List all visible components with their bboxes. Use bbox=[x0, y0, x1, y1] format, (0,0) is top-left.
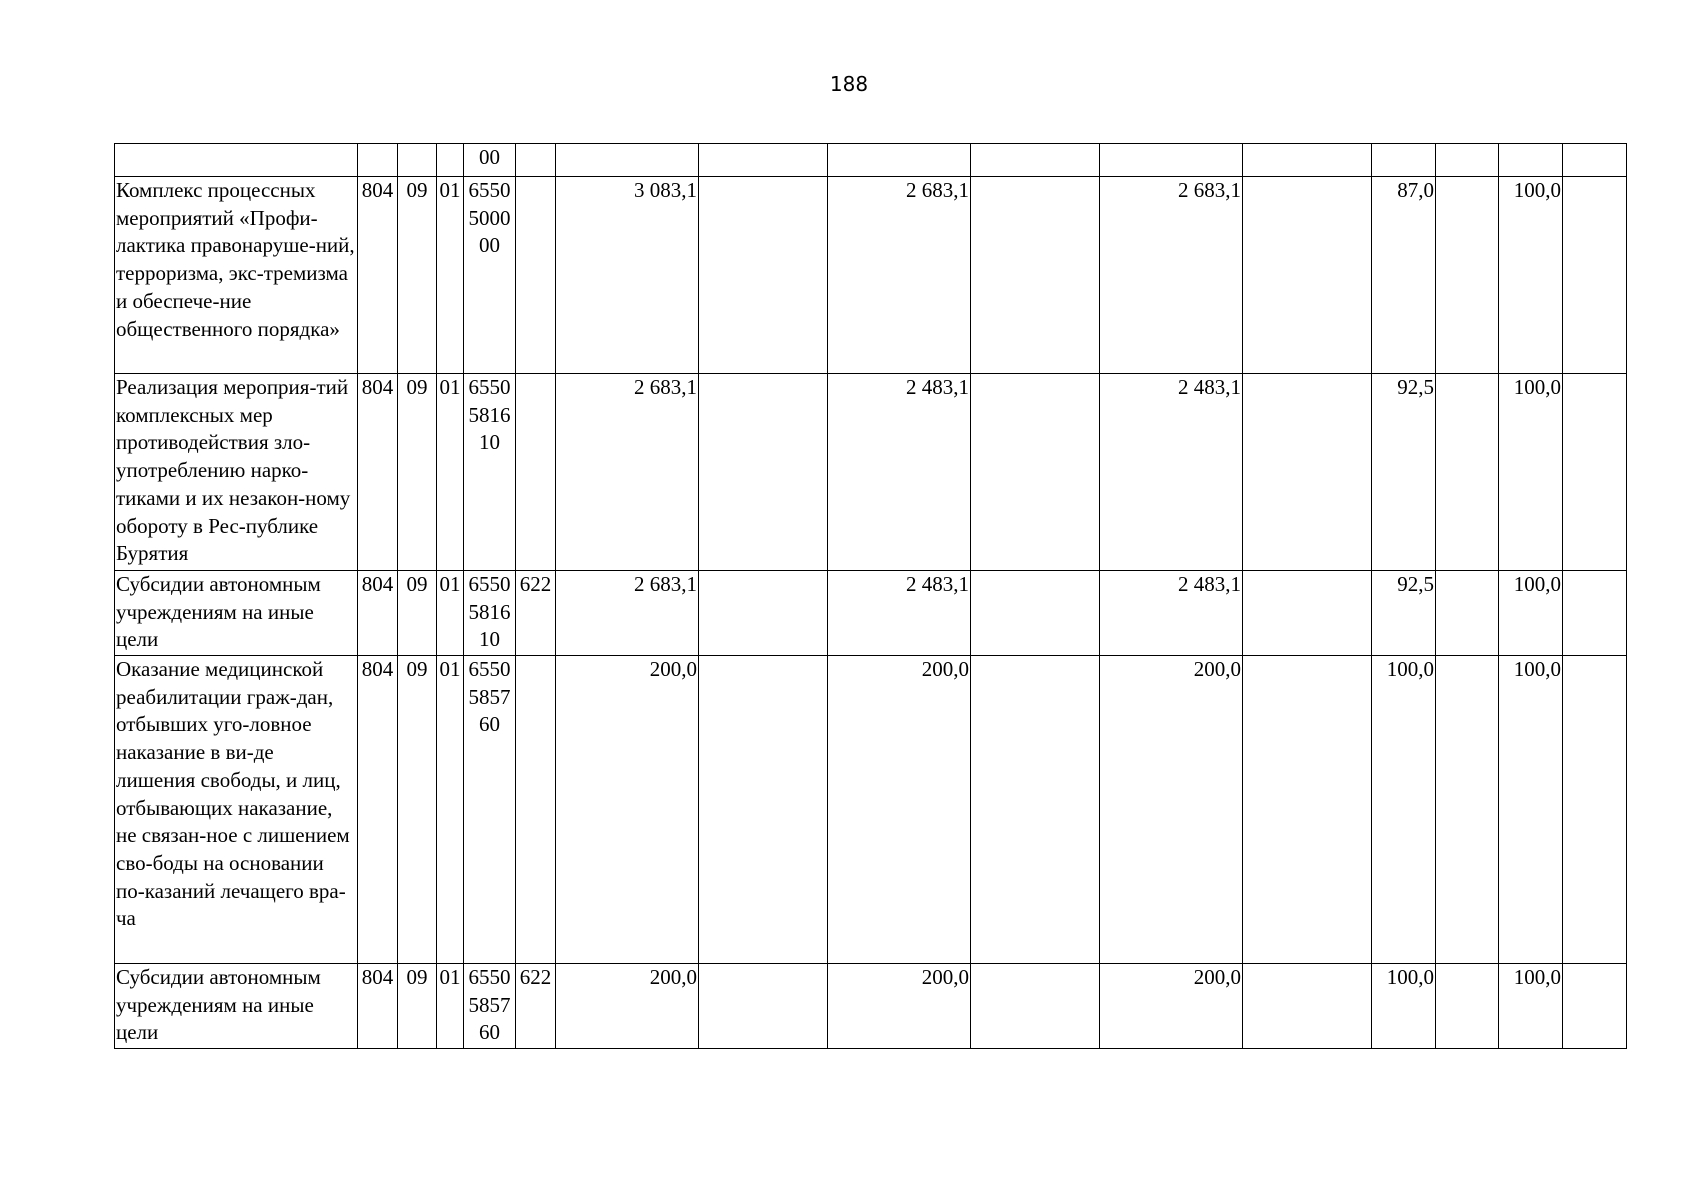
table-row bbox=[115, 964, 1627, 1049]
value-executed: 2 483,1 bbox=[1100, 571, 1243, 656]
code-section bbox=[398, 144, 437, 177]
code-target-part: 5857 bbox=[468, 992, 511, 1017]
code-admin: 804 bbox=[358, 656, 398, 964]
table-row bbox=[115, 571, 1627, 656]
value-percent-approved: 100,0 bbox=[1499, 571, 1563, 656]
table-row bbox=[115, 144, 1627, 177]
code-expense-type bbox=[516, 374, 556, 571]
code-target-part: 00 bbox=[479, 233, 500, 258]
code-expense-type bbox=[516, 656, 556, 964]
code-target-part: 5816 bbox=[468, 402, 511, 427]
code-target-part: 00 bbox=[479, 145, 500, 169]
code-target-part: 5857 bbox=[468, 684, 511, 709]
code-subsection: 01 bbox=[437, 656, 464, 964]
value-executed: 200,0 bbox=[1100, 964, 1243, 1049]
code-target-article bbox=[464, 177, 516, 374]
budget-table bbox=[114, 143, 1627, 1049]
value-approved: 200,0 bbox=[828, 964, 971, 1049]
code-admin: 804 bbox=[358, 374, 398, 571]
row-name: Комплекс процессных мероприятий «Профи-лактика правонаруше-ний, терроризма, экс-тремизма и обеспече-ние общественного порядка» bbox=[115, 177, 358, 374]
code-subsection bbox=[437, 144, 464, 177]
value-percent-plan: 100,0 bbox=[1372, 656, 1436, 964]
value-planned: 2 683,1 bbox=[556, 571, 699, 656]
value-executed: 2 683,1 bbox=[1100, 177, 1243, 374]
value-approved: 200,0 bbox=[828, 656, 971, 964]
code-subsection: 01 bbox=[437, 177, 464, 374]
value-approved bbox=[828, 144, 971, 177]
code-section: 09 bbox=[398, 571, 437, 656]
code-target-part: 10 bbox=[479, 430, 500, 455]
value-percent-approved: 100,0 bbox=[1499, 374, 1563, 571]
value-planned: 200,0 bbox=[556, 964, 699, 1049]
value-percent-plan: 100,0 bbox=[1372, 964, 1436, 1049]
value-executed: 200,0 bbox=[1100, 656, 1243, 964]
code-subsection: 01 bbox=[437, 964, 464, 1049]
code-admin bbox=[358, 144, 398, 177]
code-target-part: 5000 bbox=[468, 205, 511, 230]
code-subsection: 01 bbox=[437, 571, 464, 656]
value-approved: 2 683,1 bbox=[828, 177, 971, 374]
table-row bbox=[115, 177, 1627, 374]
code-section: 09 bbox=[398, 374, 437, 571]
value-percent-approved: 100,0 bbox=[1499, 177, 1563, 374]
row-name: Субсидии автономным учреждениям на иные цели bbox=[115, 571, 358, 656]
value-planned: 200,0 bbox=[556, 656, 699, 964]
code-target-article bbox=[464, 374, 516, 571]
value-planned: 3 083,1 bbox=[556, 177, 699, 374]
value-executed: 2 483,1 bbox=[1100, 374, 1243, 571]
code-target-part: 60 bbox=[479, 712, 500, 737]
row-name: Оказание медицинской реабилитации граж-дан, отбывших уго-ловное наказание в ви-де лишения свободы, и лиц, отбывающих наказание, не связан-ное с лишением сво-боды на основании по-казаний лечащего вра-ча bbox=[115, 656, 358, 964]
code-expense-type bbox=[516, 177, 556, 374]
value-planned: 2 683,1 bbox=[556, 374, 699, 571]
code-admin: 804 bbox=[358, 571, 398, 656]
code-target-part: 5816 bbox=[468, 599, 511, 624]
code-section: 09 bbox=[398, 656, 437, 964]
table-row bbox=[115, 656, 1627, 964]
row-name bbox=[115, 144, 358, 177]
code-expense-type: 622 bbox=[516, 964, 556, 1049]
value-percent-approved: 100,0 bbox=[1499, 964, 1563, 1049]
code-admin: 804 bbox=[358, 177, 398, 374]
value-percent-plan: 92,5 bbox=[1372, 571, 1436, 656]
row-name: Реализация мероприя-тий комплексных мер противодействия зло-употреблению нарко-тиками и их незакон-ному обороту в Рес-публике Бурятия bbox=[115, 374, 358, 571]
code-expense-type bbox=[516, 144, 556, 177]
value-planned bbox=[556, 144, 699, 177]
code-section: 09 bbox=[398, 964, 437, 1049]
code-target-article bbox=[464, 144, 516, 177]
code-target-article bbox=[464, 571, 516, 656]
code-admin: 804 bbox=[358, 964, 398, 1049]
code-expense-type: 622 bbox=[516, 571, 556, 656]
value-percent-approved bbox=[1499, 144, 1563, 177]
value-approved: 2 483,1 bbox=[828, 571, 971, 656]
code-target-part: 6550 bbox=[468, 572, 511, 596]
code-target-part: 6550 bbox=[468, 965, 511, 989]
value-approved: 2 483,1 bbox=[828, 374, 971, 571]
page-number: 188 bbox=[829, 72, 869, 96]
code-target-part: 6550 bbox=[468, 657, 511, 681]
row-name: Субсидии автономным учреждениям на иные цели bbox=[115, 964, 358, 1049]
code-target-article bbox=[464, 964, 516, 1049]
table-row bbox=[115, 374, 1627, 571]
value-percent-plan: 92,5 bbox=[1372, 374, 1436, 571]
code-target-part: 10 bbox=[479, 627, 500, 652]
code-subsection: 01 bbox=[437, 374, 464, 571]
code-section: 09 bbox=[398, 177, 437, 374]
code-target-article bbox=[464, 656, 516, 964]
value-percent-plan: 87,0 bbox=[1372, 177, 1436, 374]
code-target-part: 60 bbox=[479, 1020, 500, 1045]
value-percent-plan bbox=[1372, 144, 1436, 177]
value-executed bbox=[1100, 144, 1243, 177]
code-target-part: 6550 bbox=[468, 375, 511, 399]
code-target-part: 6550 bbox=[468, 178, 511, 202]
value-percent-approved: 100,0 bbox=[1499, 656, 1563, 964]
